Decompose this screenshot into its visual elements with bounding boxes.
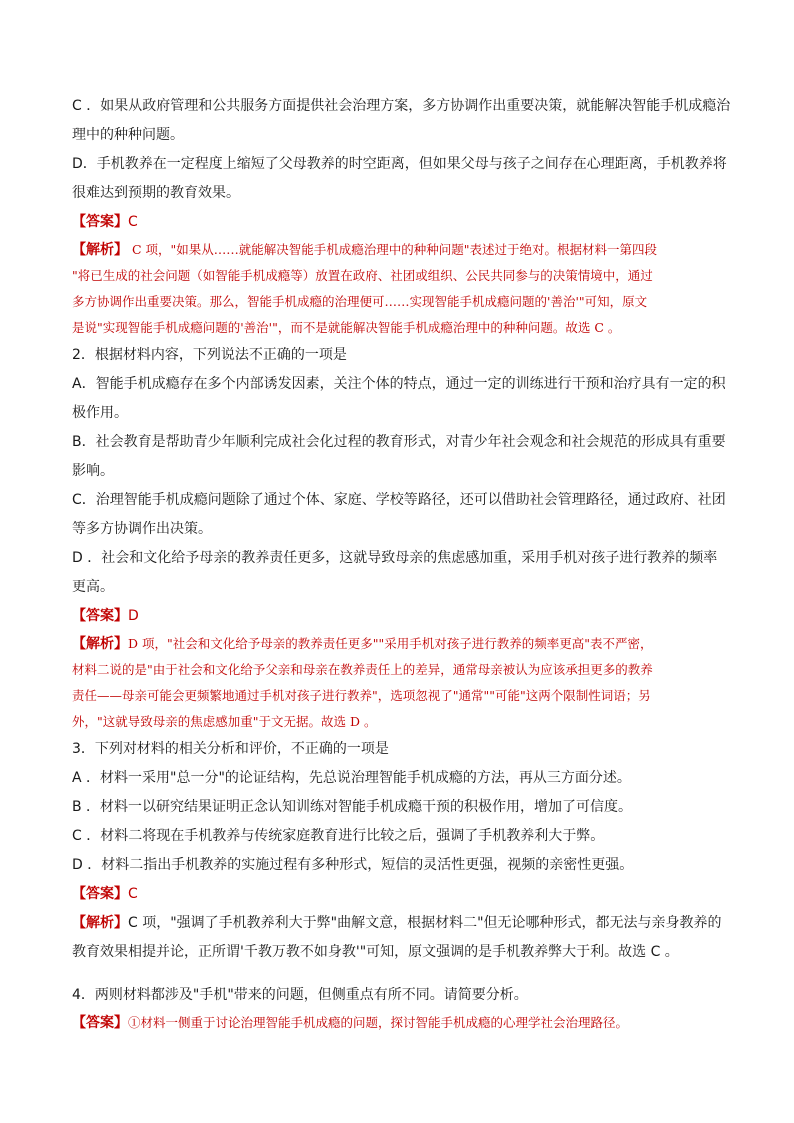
- q3-analysis-line2: 教育效果相提并论，正所谓'千教万教不如身教'"可知，原文强调的是手机教养弊大于利。故选 C 。: [72, 944, 679, 960]
- analysis-tag: 【解析】: [72, 242, 128, 258]
- q1-analysis-line1: 【解析】 C 项，"如果从……就能解决智能手机成瘾治理中的种种问题"表述过于绝对。根据材料一第四段: [72, 242, 658, 258]
- answer-tag: 【答案】: [72, 886, 128, 902]
- q3-answer: [72, 880, 724, 909]
- q2-analysis-line3: 责任——母亲可能会更频繁地通过手机对孩子进行教养"，选项忽视了"通常""可能"这两个限制性词语；另: [72, 688, 651, 703]
- q2-option-c-line1: C．治理智能手机成瘾问题除了通过个体、家庭、学校等路径，还可以借助社会管理路径，通过政府、社团: [72, 492, 726, 508]
- q1-option-c-line2: 理中的种种问题。: [72, 127, 184, 143]
- answer-tag: 【答案】: [72, 214, 128, 230]
- answer-value: C: [128, 214, 138, 230]
- q2-option-a-line2: 极作用。: [72, 405, 128, 421]
- analysis-tag: 【解析】: [72, 915, 128, 931]
- q4-stem: 4．两则材料都涉及"手机"带来的问题，但侧重点有所不同。请简要分析。: [72, 987, 528, 1003]
- q2-analysis-line2: 材料二说的是"由于社会和文化给予父亲和母亲在教养责任上的差异，通常母亲被认为应该承担更多的教养: [72, 662, 653, 677]
- q3-analysis-line1: 【解析】C 项，"强调了手机教养利大于弊"曲解文意，根据材料二"但无论哪种形式，都无法与亲身教养的: [72, 915, 722, 931]
- q2-answer: [72, 602, 724, 631]
- analysis-tag: 【解析】: [72, 636, 128, 652]
- q2-option-d-line2: 更高。: [72, 579, 114, 595]
- q1-analysis-line4: 是说"实现智能手机成瘾问题的'善治'"，而不是就能解决智能手机成瘾治理中的种种问题。故选 C 。: [72, 320, 621, 335]
- q1-analysis-line2: "将已生成的社会问题（如智能手机成瘾等）放置在政府、社团或组织、公民共同参与的决策情境中，通过: [72, 268, 653, 283]
- q1-option-d-line2: 很难达到预期的教育效果。: [72, 185, 240, 201]
- q2-option-d-line1: D ．社会和文化给予母亲的教养责任更多，这就导致母亲的焦虑感加重，采用手机对孩子进行教养的频率: [72, 550, 718, 566]
- q1-option-d-line1: D．手机教养在一定程度上缩短了父母教养的时空距离，但如果父母与孩子之间存在心理距离，手机教养将: [72, 156, 727, 172]
- document-page: [72, 92, 731, 1036]
- spacer: [72, 967, 724, 981]
- q3-option-b: B ．材料一以研究结果证明正念认知训练对智能手机成瘾干预的积极作用，增加了可信度。: [72, 799, 633, 815]
- q4-answer: 【答案】①材料一侧重于讨论治理智能手机成瘾的问题，探讨智能手机成瘾的心理学社会治理路径。: [72, 1015, 629, 1031]
- answer-value: D: [128, 608, 139, 624]
- q1-analysis-line3: 多方协调作出重要决策。那么，智能手机成瘾的治理便可……实现智能手机成瘾问题的'善治'"可知，原文: [72, 294, 648, 309]
- q2-stem: 2．根据材料内容，下列说法不正确的一项是: [72, 347, 347, 363]
- q2-option-a-line1: A．智能手机成瘾存在多个内部诱发因素，关注个体的特点，通过一定的训练进行干预和治疗具有一定的积: [72, 376, 726, 392]
- q3-stem: 3．下列对材料的相关分析和评价，不正确的一项是: [72, 741, 389, 757]
- q2-option-b-line2: 影响。: [72, 463, 114, 479]
- q3-option-a: A ．材料一采用"总一分"的论证结构，先总说治理智能手机成瘾的方法，再从三方面分述。: [72, 770, 631, 786]
- answer-tag: 【答案】: [72, 1015, 128, 1031]
- q2-analysis-line4: 外，"这就导致母亲的焦虑感加重"于文无据。故选 D 。: [72, 714, 377, 729]
- q1-option-c-line1: C ．如果从政府管理和公共服务方面提供社会治理方案，多方协调作出重要决策，就能解决智能手机成瘾治: [72, 98, 731, 114]
- q2-option-c-line2: 等多方协调作出决策。: [72, 521, 212, 537]
- q3-option-c: C ．材料二将现在手机教养与传统家庭教育进行比较之后，强调了手机教养利大于弊。: [72, 828, 605, 844]
- answer-tag: 【答案】: [72, 608, 128, 624]
- q2-option-b-line1: B．社会教育是帮助青少年顺利完成社会化过程的教育形式，对青少年社会观念和社会规范的形成具有重要: [72, 434, 726, 450]
- q1-answer: [72, 208, 724, 237]
- q2-analysis-line1: 【解析】D 项，"社会和文化给予母亲的教养责任更多""采用手机对孩子进行教养的频率更高"表不严密，: [72, 636, 653, 652]
- q3-option-d: D ．材料二指出手机教养的实施过程有多种形式，短信的灵活性更强，视频的亲密性更强。: [72, 857, 634, 873]
- answer-value: C: [128, 886, 138, 902]
